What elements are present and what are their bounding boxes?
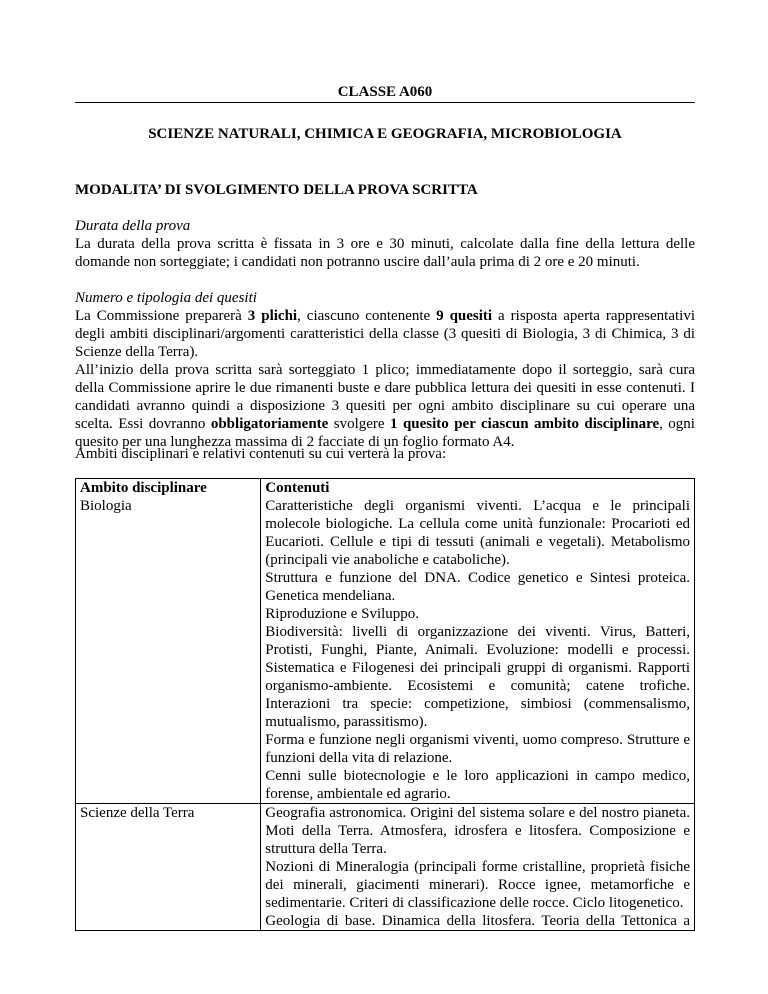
contenuto-paragraph: Forma e funzione negli organismi viventi, uomo compreso. Strutture e funzioni della vita di relazione.: [265, 732, 690, 766]
bold-obbligatoriamente: obbligatoriamente: [210, 416, 329, 432]
text-span: All’inizio della prova scritta sarà sorteggiato 1 plico; immediatamente dopo il sorteggio, sarà cura della Commissione aprire le due rimanenti buste e dare pubblica lettura dei quesiti in esse contenuti. I candidati avranno quindi a disposizione 3 quesiti per ogni ambito disciplinare su cui operare una scelta. Essi dovranno: [75, 362, 695, 432]
contenuto-paragraph: Struttura e funzione del DNA. Codice genetico e Sintesi proteica. Genetica mendeliana.: [265, 570, 690, 604]
ambiti-intro: Ambiti disciplinari e relativi contenuti su cui verterà la prova:: [75, 446, 447, 462]
ambito-cell: Biologia: [76, 497, 247, 804]
bold-plichi: 3 plichi: [247, 308, 298, 324]
bold-quesiti: 9 quesiti: [436, 308, 493, 324]
table-row: [76, 804, 695, 931]
contenuto-paragraph: Geografia astronomica. Origini del sistema solare e del nostro pianeta. Moti della Terra. Atmosfera, idrosfera e litosfera. Composizione e struttura della Terra.: [265, 805, 690, 857]
numero-label: Numero e tipologia dei quesiti: [75, 290, 257, 306]
numero-section: [75, 289, 695, 451]
contenuto-paragraph: Nozioni di Mineralogia (principali forme cristalline, proprietà fisiche dei minerali, giacimenti minerari). Rocce ignee, metamorfiche e sedimentarie. Criteri di classificazione delle rocce. Ciclo litogenetico.: [265, 859, 690, 911]
contenuto-paragraph: Biodiversità: livelli di organizzazione dei viventi. Virus, Batteri, Protisti, Funghi, Piante, Animali. Evoluzione: modelli e processi. Sistematica e Filogenesi dei principali gruppi di organismi. Rapporti organismo-ambiente. Ecosistemi e comunità; catene trofiche. Interazioni tra specie: competizione, simbiosi (commensalismo, mutualismo, parassitismo).: [265, 624, 690, 730]
text-span: , ciascuno contenente: [297, 308, 437, 324]
column-gap: [247, 804, 261, 931]
contenuti-cell: [261, 497, 695, 804]
table-row: [76, 497, 695, 804]
section-heading: MODALITA’ DI SVOLGIMENTO DELLA PROVA SCRITTA: [75, 182, 478, 198]
subject-heading: SCIENZE NATURALI, CHIMICA E GEOGRAFIA, MICROBIOLOGIA: [148, 126, 622, 142]
column-gap: [247, 479, 261, 498]
table-header-row: [76, 479, 695, 498]
title-underline: [75, 102, 695, 103]
contenuto-paragraph: Caratteristiche degli organismi viventi. L’acqua e le principali molecole biologiche. La cellula come unità funzionale: Procarioti ed Eucarioti. Cellule e tipi di tessuti (animali e vegetali). Metabolismo (principali vie anaboliche e cataboliche).: [265, 498, 690, 568]
bold-quesito-ambito: 1 quesito per ciascun ambito disciplinare: [390, 416, 660, 432]
numero-paragraph-1: [75, 307, 695, 361]
ambito-cell: Scienze della Terra: [76, 804, 247, 931]
contenuto-paragraph: Cenni sulle biotecnologie e le loro applicazioni in campo medico, forense, ambientale ed agrario.: [265, 768, 690, 802]
numero-paragraph-2: [75, 361, 695, 451]
text-span: svolgere: [328, 416, 391, 432]
text-span: a risposta aperta rappresentativi degli ambiti disciplinari/argomenti caratteristici della classe (3 quesiti di Biologia, 3 di Chimica, 3 di Scienze della Terra).: [75, 308, 695, 360]
document-title: CLASSE A060: [337, 84, 433, 100]
text-span: , ogni quesito per una lunghezza massima di 2 facciate di un foglio formato A4.: [75, 416, 695, 450]
ambiti-table: [75, 478, 695, 931]
text-span: La Commissione preparerà: [75, 308, 248, 324]
column-gap: [247, 497, 261, 804]
durata-section: [75, 217, 695, 271]
contenuto-paragraph: Riproduzione e Sviluppo.: [265, 606, 420, 622]
contenuti-cell: [261, 804, 695, 931]
durata-label: Durata della prova: [75, 218, 191, 234]
contenuto-paragraph: Geologia di base. Dinamica della litosfera. Teoria della Tettonica a: [265, 913, 690, 929]
durata-text: La durata della prova scritta è fissata in 3 ore e 30 minuti, calcolate dalla fine della lettura delle domande non sorteggiate; i candidati non potranno uscire dall’aula prima di 2 ore e 20 minuti.: [75, 236, 695, 270]
header-ambito: Ambito disciplinare: [76, 479, 247, 498]
header-contenuti: Contenuti: [261, 479, 695, 498]
